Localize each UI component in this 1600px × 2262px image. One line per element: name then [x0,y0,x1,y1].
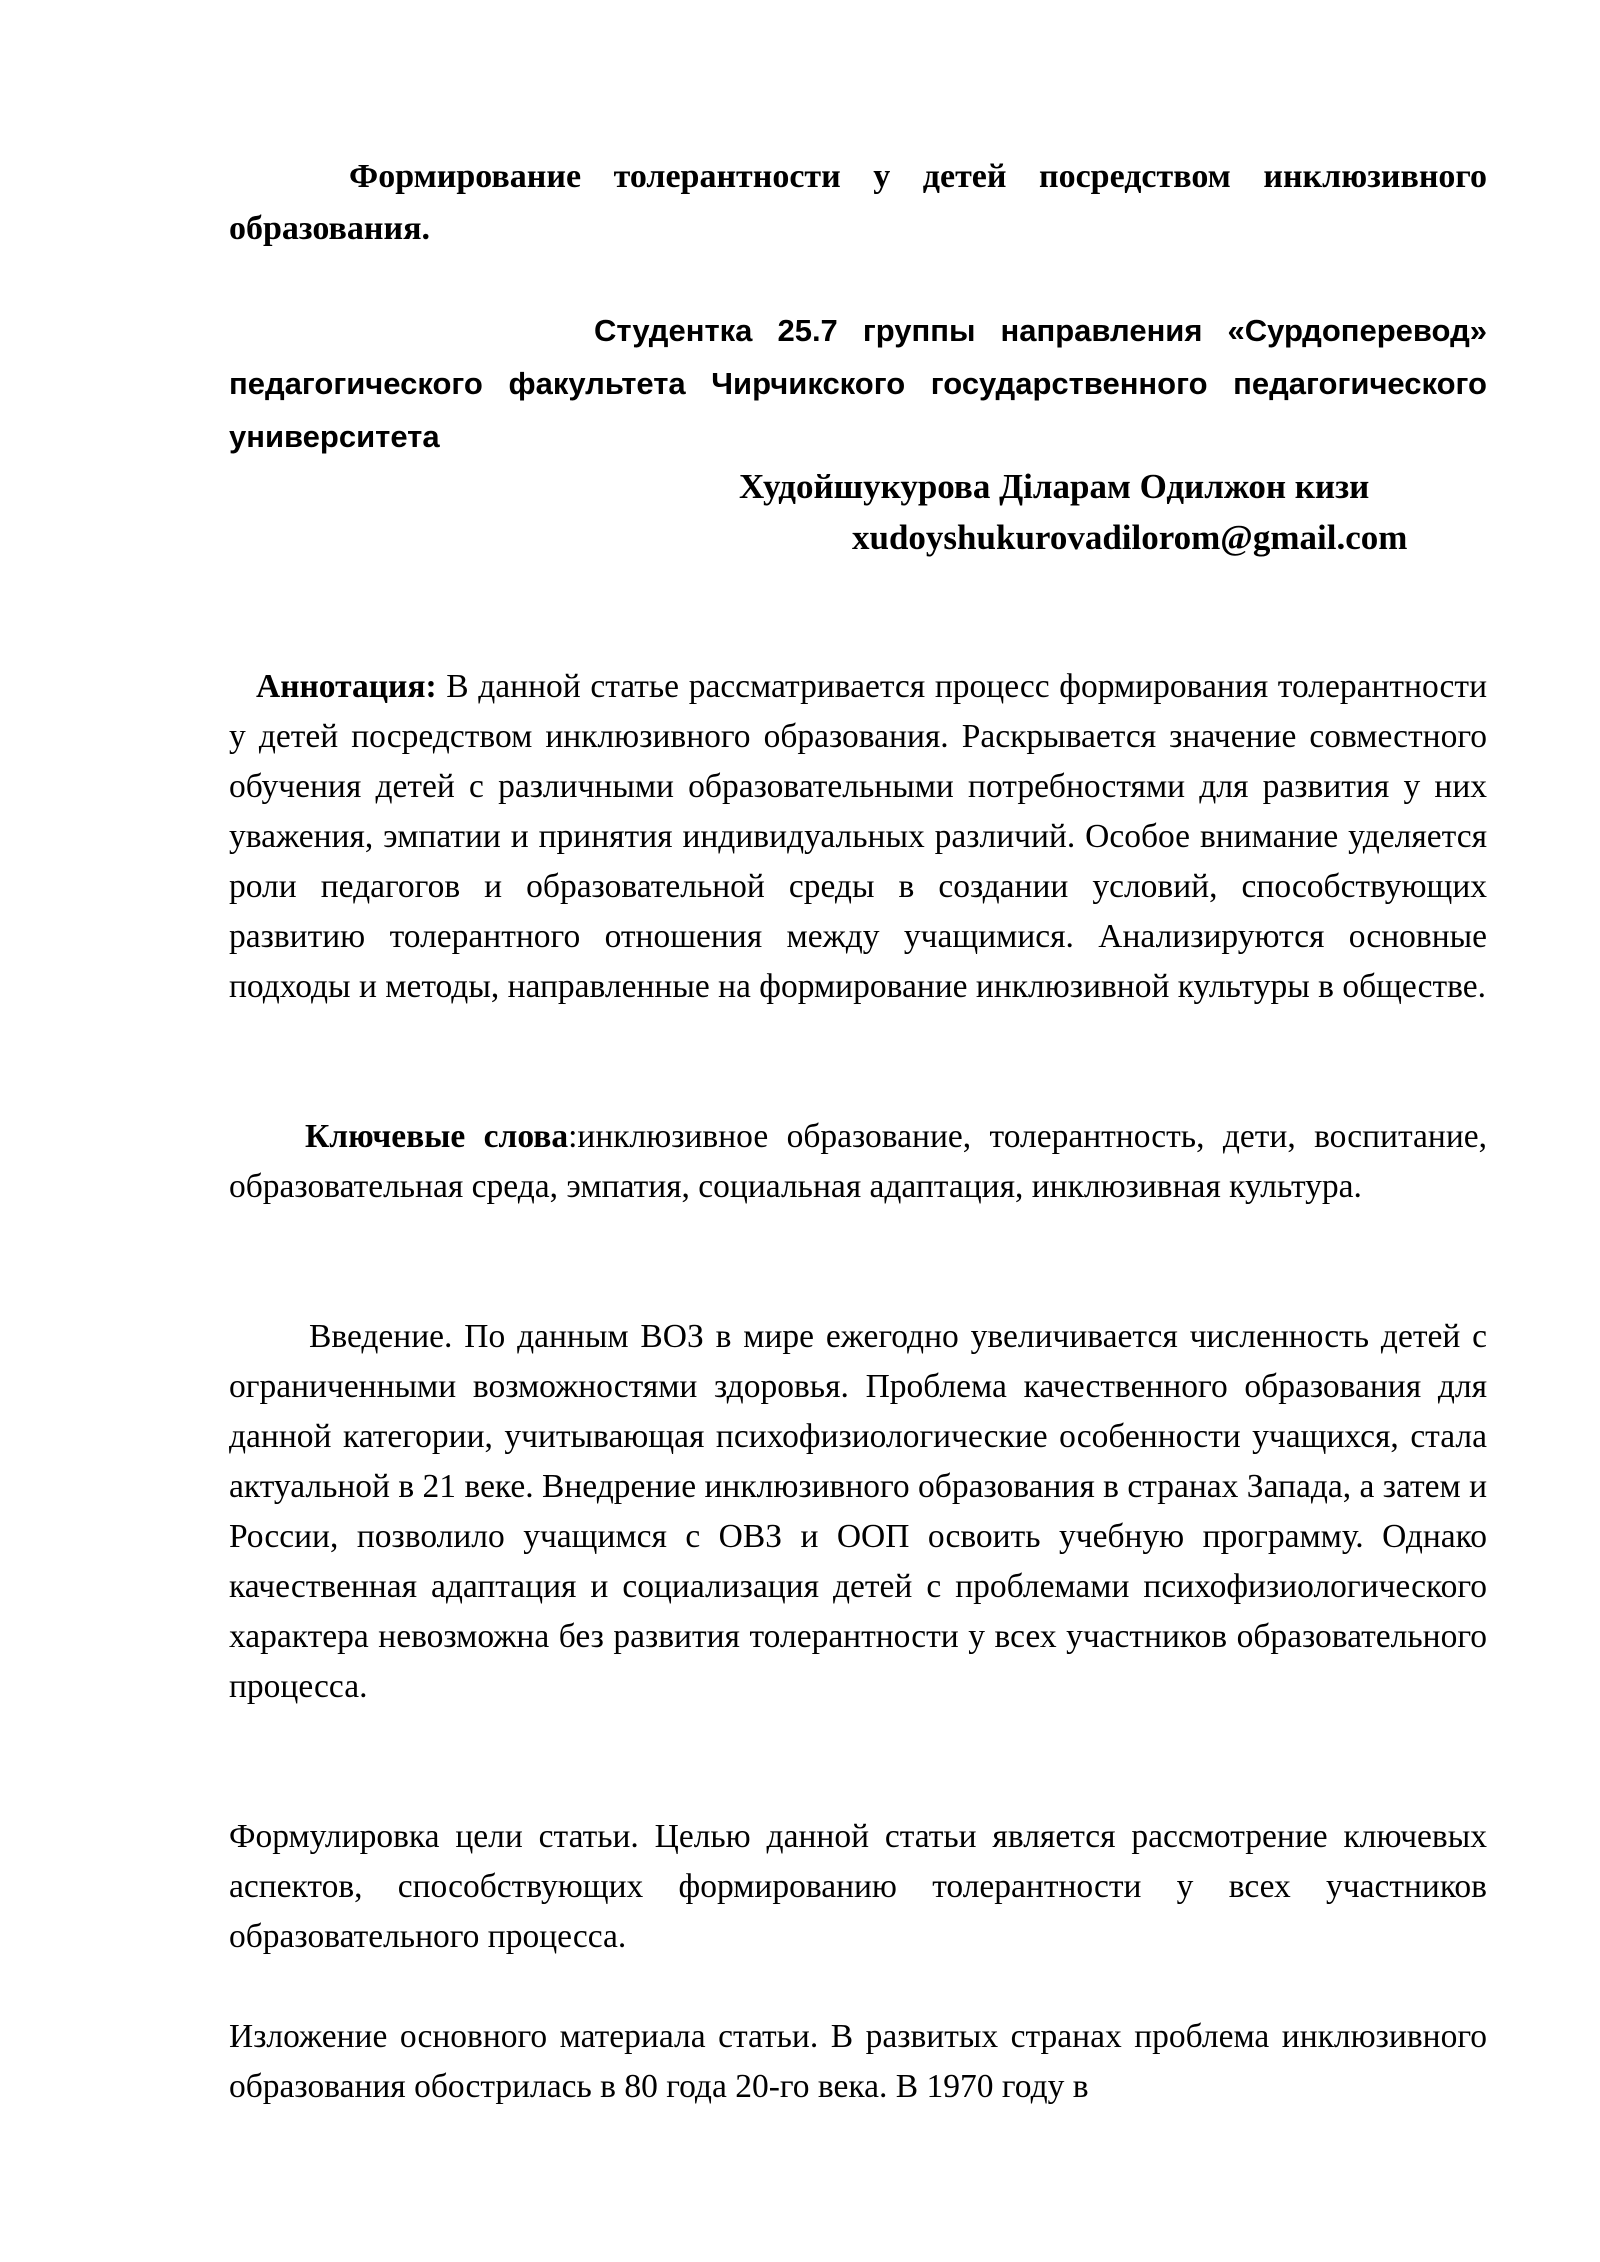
keywords-text: :инклюзивное образование, толерантность, дети, воспитание, образовательная среда, эмпатия, социальная адаптация, инклюзивная культура. [229,1118,1487,1205]
author-email: xudoyshukurovadilorom@gmail.com [852,518,1408,557]
main-material-paragraph: Изложение основного материала статьи. В развитых странах проблема инклюзивного образования обострилась в 80 года 20-го века. В 1970 году в [229,2018,1487,2105]
annotation-label: Аннотация: [256,668,437,705]
affiliation-line-1: Студентка 25.7 группы направления «Сурдоперевод» [594,313,1487,348]
annotation-text: В данной статье рассматривается процесс формирования толерантности у детей посредством инклюзивного образования. Раскрывается значение совместного обучения детей с различными образовательными потребностями для развития у них уважения, эмпатии и принятия индивидуальных различий. Особое внимание уделяется роли педагогов и образовательной среды в создании условий, способствующих развитию толерантного отношения между учащимися. Анализируются основные подходы и методы, направленные на формирование инклюзивной культуры в обществе. [229,668,1487,1005]
author-name: Худойшукурова Дiларам Одилжон кизи [739,467,1370,506]
article-title: Формирование толерантности у детей посредством инклюзивного образования. [229,158,1487,247]
goal-paragraph: Формулировка цели статьи. Целью данной статьи является рассмотрение ключевых аспектов, способствующих формированию толерантности у всех участников образовательного процесса. [229,1818,1487,1955]
affiliation-line-2: педагогического факультета Чирчикского государственного педагогического университета [229,366,1487,454]
annotation-paragraph [229,662,1487,1012]
introduction-paragraph: Введение. По данным ВОЗ в мире ежегодно увеличивается численность детей с ограниченными возможностями здоровья. Проблема качественного образования для данной категории, учитывающая психофизиологические особенности учащихся, стала актуальной в 21 веке. Внедрение инклюзивного образования в странах Запада, а затем и России, позволило учащимся с ОВЗ и ООП освоить учебную программу. Однако качественная адаптация и социализация детей с проблемами психофизиологического характера невозможна без развития толерантности у всех участников образовательного процесса. [229,1318,1487,1705]
keywords-paragraph [229,1112,1487,1212]
keywords-label: Ключевые слова [305,1118,569,1155]
author-affiliation [229,304,1487,463]
